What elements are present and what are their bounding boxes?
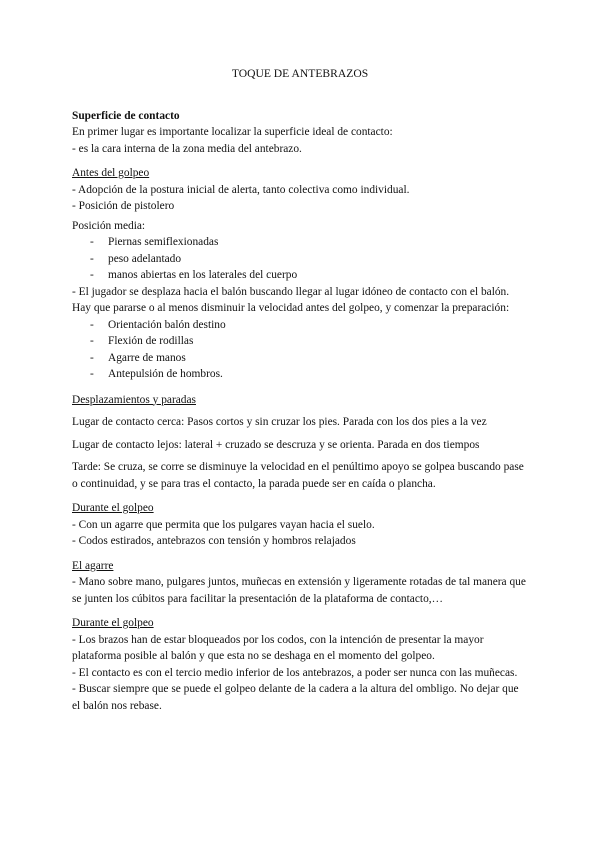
text-line: Lugar de contacto lejos: lateral + cruzado se descruza y se orienta. Parada en dos tiempos bbox=[72, 438, 480, 451]
section-durante-2 bbox=[72, 615, 528, 714]
list-item bbox=[72, 317, 528, 334]
text-line: Hay que pararse o al menos disminuir la velocidad antes del golpeo, y comenzar la preparación: bbox=[72, 302, 510, 314]
text-line: Tarde: Se cruza, se corre se disminuye la velocidad en el penúltimo apoyo se golpea buscando pase o continuidad, y se para tras el contacto, la parada puede ser en caída o plancha. bbox=[72, 461, 524, 490]
text-line: - Buscar siempre que se puede el golpeo delante de la cadera a la altura del ombligo. No dejar que el balón nos rebase. bbox=[72, 683, 519, 712]
list-item-text: Piernas semiflexionadas bbox=[108, 236, 219, 248]
list-item-text: Antepulsión de hombros. bbox=[108, 368, 223, 380]
document-title: TOQUE DE ANTEBRAZOS bbox=[231, 67, 369, 80]
text-line: - Los brazos han de estar bloqueados por los codos, con la intención de presentar la mayor plataforma posible al balón y que esta no se deshaga en el momento del golpeo. bbox=[72, 633, 484, 662]
dash-marker: - bbox=[90, 351, 94, 364]
text-line: - Codos estirados, antebrazos con tensión y hombros relajados bbox=[72, 535, 356, 547]
list-item bbox=[72, 251, 528, 268]
list-item bbox=[72, 234, 528, 251]
text-line: - El contacto es con el tercio medio inferior de los antebrazos, a poder ser nunca con las muñecas. bbox=[72, 666, 518, 679]
posicion-label: Posición media: bbox=[72, 219, 146, 232]
text-line: - Adopción de la postura inicial de alerta, tanto colectiva como individual. bbox=[72, 183, 410, 196]
preparacion-list bbox=[72, 317, 528, 383]
list-item-text: manos abiertas en los laterales del cuerpo bbox=[108, 269, 298, 281]
dash-marker: - bbox=[90, 368, 94, 380]
list-item bbox=[72, 366, 528, 383]
section-heading-agarre: El agarre bbox=[72, 559, 114, 572]
text-line: - Mano sobre mano, pulgares juntos, muñecas en extensión y ligeramente rotadas de tal manera que se junten los cúbitos para facilitar la presentación de la plataforma de contacto,… bbox=[72, 576, 526, 605]
section-heading-antes: Antes del golpeo bbox=[72, 167, 150, 179]
list-item-text: Orientación balón destino bbox=[108, 318, 226, 331]
section-heading-desplazamientos: Desplazamientos y paradas bbox=[72, 393, 196, 406]
list-item-text: Agarre de manos bbox=[108, 351, 186, 364]
dash-marker: - bbox=[90, 335, 94, 347]
section-heading-superficie: Superficie de contacto bbox=[72, 109, 180, 122]
list-item bbox=[72, 333, 528, 350]
section-agarre bbox=[72, 558, 528, 608]
section-heading-durante-2: Durante el golpeo bbox=[72, 617, 154, 629]
text-line: - Posición de pistolero bbox=[72, 200, 175, 212]
text-line: - es la cara interna de la zona media del antebrazo. bbox=[72, 142, 302, 155]
dash-marker: - bbox=[90, 236, 94, 248]
posicion-list bbox=[72, 234, 528, 284]
text-line: - Con un agarre que permita que los pulgares vayan hacia el suelo. bbox=[72, 518, 375, 531]
list-item-text: Flexión de rodillas bbox=[108, 335, 194, 347]
dash-marker: - bbox=[90, 252, 94, 265]
section-heading-durante-1: Durante el golpeo bbox=[72, 502, 154, 514]
dash-marker: - bbox=[90, 269, 94, 281]
list-item bbox=[72, 267, 528, 284]
section-durante-1 bbox=[72, 500, 528, 550]
text-line: Lugar de contacto cerca: Pasos cortos y sin cruzar los pies. Parada con los dos pies a la vez bbox=[72, 416, 487, 428]
section-superficie bbox=[72, 108, 528, 158]
section-desplazamientos bbox=[72, 392, 528, 493]
list-item-text: peso adelantado bbox=[108, 252, 182, 265]
dash-marker: - bbox=[90, 318, 94, 331]
text-line: En primer lugar es importante localizar la superficie ideal de contacto: bbox=[72, 126, 393, 138]
section-antes bbox=[72, 165, 528, 383]
document-body bbox=[72, 66, 528, 714]
text-line: - El jugador se desplaza hacia el balón buscando llegar al lugar idóneo de contacto con el balón. bbox=[72, 285, 510, 298]
list-item bbox=[72, 350, 528, 367]
